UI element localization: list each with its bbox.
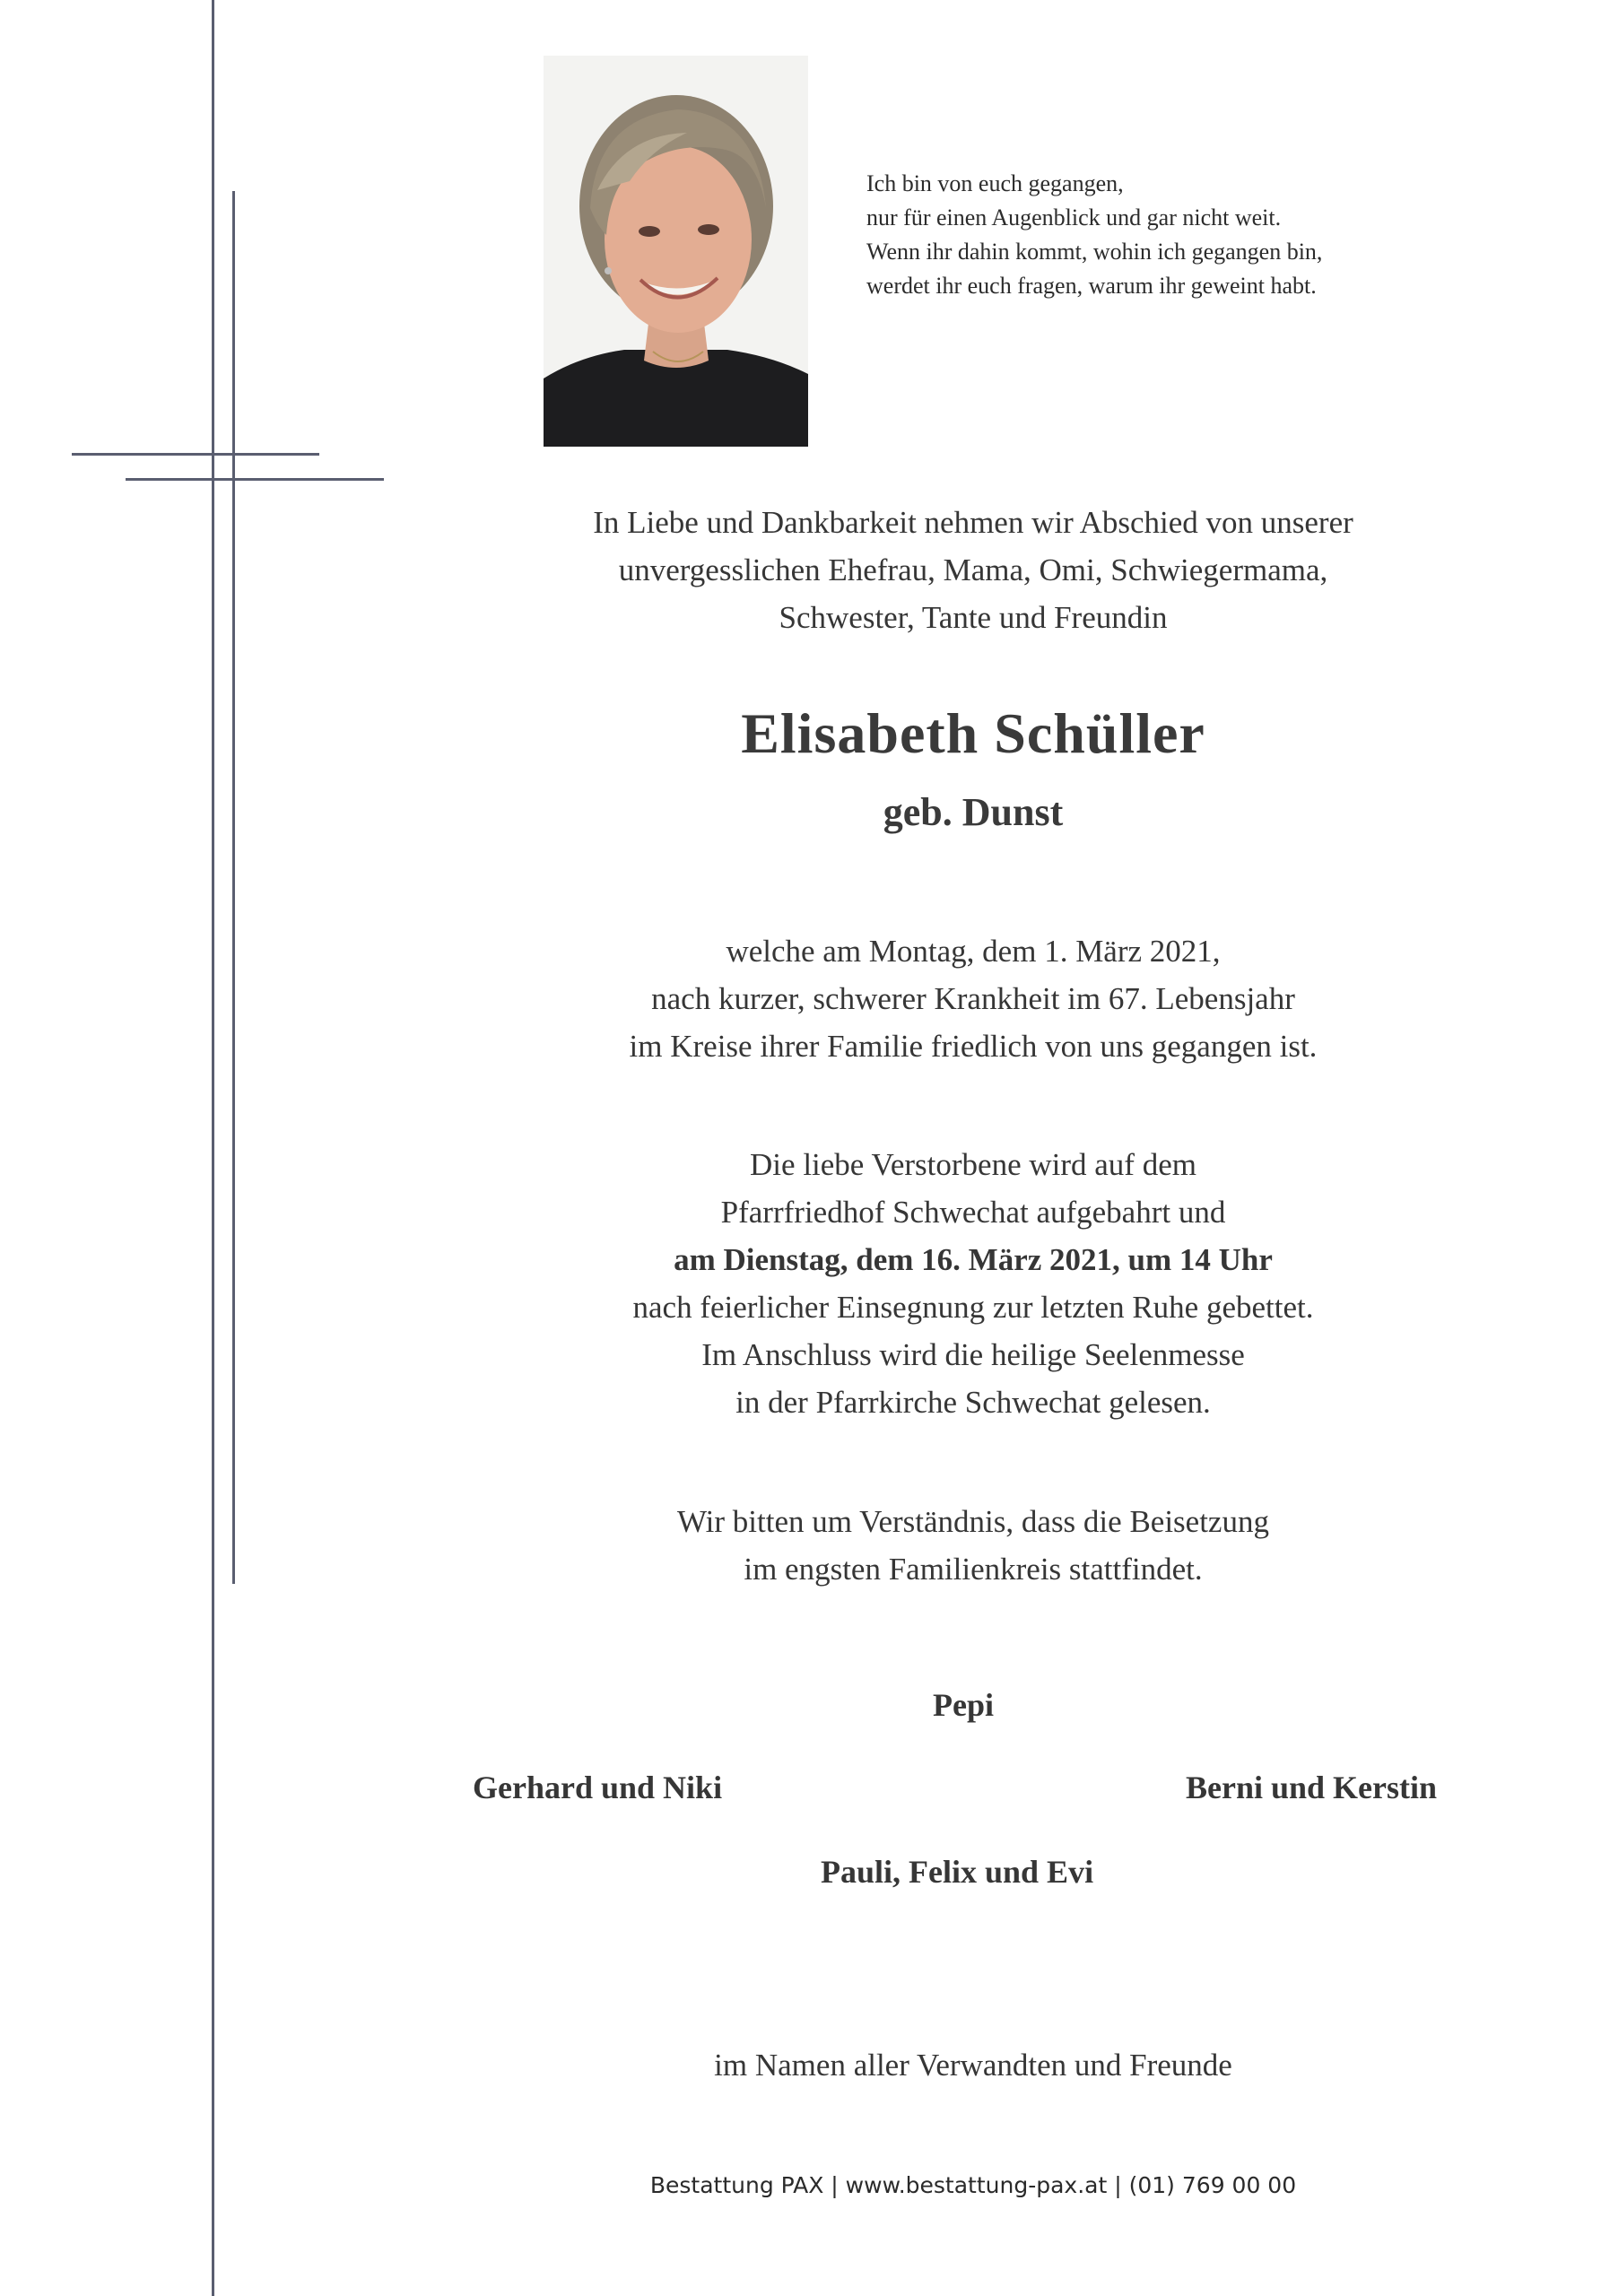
mourner-grandchildren: Pauli, Felix und Evi — [821, 1854, 1094, 1890]
burial-request — [377, 1498, 1570, 1593]
death-notice-line: nach kurzer, schwerer Krankheit im 67. Lebensjahr — [651, 981, 1295, 1016]
death-notice-line: welche am Montag, dem 1. März 2021, — [726, 934, 1221, 969]
funeral-date: am Dienstag, dem 16. März 2021, um 14 Uhr — [674, 1242, 1273, 1277]
funeral-home-footer: Bestattung PAX | www.bestattung-pax.at | (01) 769 00 00 — [649, 2172, 1297, 2198]
poem — [866, 167, 1494, 303]
closing-line: im Namen aller Verwandten und Freunde — [714, 2048, 1232, 2083]
deceased-name: Elisabeth Schüller — [741, 701, 1205, 765]
mourner-right: Berni und Kerstin — [1186, 1770, 1438, 1805]
funeral-line: Pfarrfriedhof Schwechat aufgebahrt und — [720, 1195, 1226, 1230]
birth-name: geb. Dunst — [883, 790, 1064, 834]
mourner-left: Gerhard und Niki — [473, 1770, 723, 1805]
death-notice-line: im Kreise ihrer Familie friedlich von uns gegangen ist. — [629, 1029, 1318, 1064]
intro-line: In Liebe und Dankbarkeit nehmen wir Abschied von unserer — [593, 505, 1353, 540]
portrait-photo — [544, 56, 808, 447]
funeral-line: in der Pfarrkirche Schwechat gelesen. — [735, 1385, 1211, 1420]
request-line: im engsten Familienkreis stattfindet. — [744, 1552, 1203, 1587]
funeral-info — [377, 1141, 1570, 1426]
poem-line: Wenn ihr dahin kommt, wohin ich gegangen bin, — [866, 239, 1323, 265]
funeral-line: Im Anschluss wird die heilige Seelenmesse — [701, 1337, 1245, 1372]
poem-line: Ich bin von euch gegangen, — [866, 170, 1124, 196]
request-line: Wir bitten um Verständnis, dass die Beisetzung — [677, 1504, 1269, 1539]
intro-text — [377, 499, 1570, 641]
poem-line: nur für einen Augenblick und gar nicht weit. — [866, 204, 1282, 230]
intro-line: unvergesslichen Ehefrau, Mama, Omi, Schwiegermama, — [618, 552, 1328, 587]
intro-line: Schwester, Tante und Freundin — [779, 600, 1168, 635]
poem-line: werdet ihr euch fragen, warum ihr geweint habt. — [866, 273, 1317, 299]
funeral-line: Die liebe Verstorbene wird auf dem — [750, 1147, 1196, 1182]
death-notice — [377, 927, 1570, 1070]
mourner-spouse: Pepi — [933, 1687, 994, 1723]
funeral-line: nach feierlicher Einsegnung zur letzten Ruhe gebettet. — [632, 1290, 1314, 1325]
